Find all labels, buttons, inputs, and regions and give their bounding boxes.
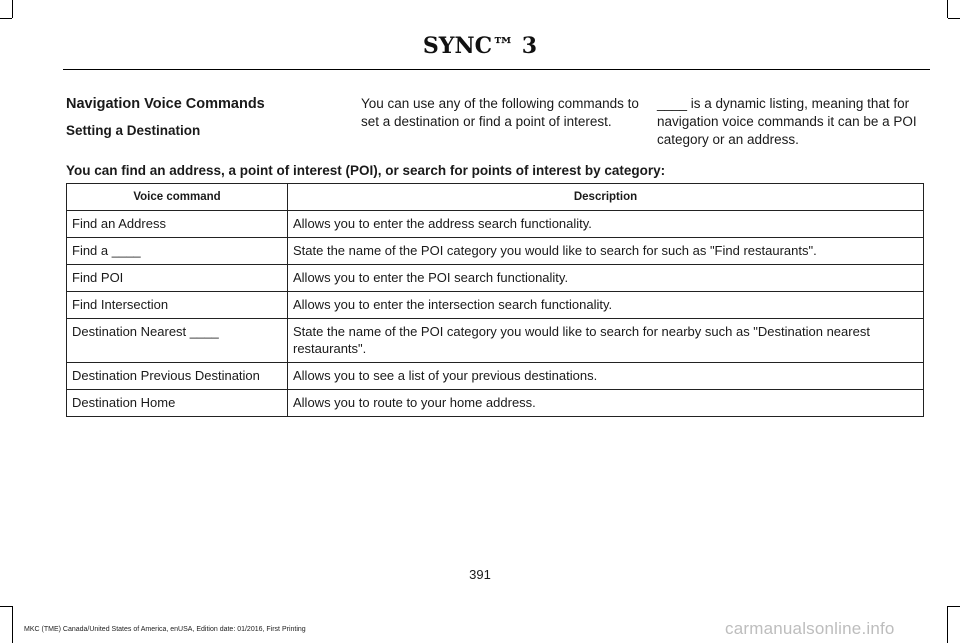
table-header-row [67,184,924,211]
header-voice-command: Voice command [67,184,288,211]
command-cell: Find POI [67,265,288,292]
crop-mark [12,0,13,18]
description-cell: Allows you to enter the address search functionality. [288,211,924,238]
table-row [67,265,924,292]
middle-column [361,95,639,131]
left-column [66,95,326,140]
subsection-title: Setting a Destination [66,123,201,138]
right-column-text: ____ is a dynamic listing, meaning that for navigation voice commands it can be a POI category or an address. [657,96,917,147]
table-intro-text: You can find an address, a point of interest (POI), or search for points of interest by category: [66,163,666,178]
command-cell: Find a ____ [67,238,288,265]
table-row [67,319,924,363]
table-row [67,211,924,238]
description-cell: State the name of the POI category you would like to search for such as "Find restaurants". [288,238,924,265]
command-cell: Destination Previous Destination [67,363,288,390]
right-column [657,95,929,149]
description-cell: Allows you to enter the intersection search functionality. [288,292,924,319]
footer-edition-text: MKC (TME) Canada/United States of America, enUSA, Edition date: 01/2016, First Printing [24,626,306,633]
crop-mark [12,606,13,643]
description-cell: Allows you to route to your home address. [288,390,924,417]
crop-mark [947,606,948,643]
table-row [67,292,924,319]
table-row [67,363,924,390]
table-row [67,238,924,265]
crop-mark [948,18,960,19]
middle-column-text: You can use any of the following commands to set a destination or find a point of interest. [361,96,639,129]
crop-mark [0,606,12,607]
header-divider [63,69,930,70]
table-row [67,390,924,417]
watermark: carmanualsonline.info [725,619,895,638]
command-cell: Destination Nearest ____ [67,319,288,363]
description-cell: Allows you to enter the POI search functionality. [288,265,924,292]
command-cell: Destination Home [67,390,288,417]
description-cell: Allows you to see a list of your previous destinations. [288,363,924,390]
command-cell: Find an Address [67,211,288,238]
page-header-title: SYNC™ 3 [422,33,538,59]
section-title: Navigation Voice Commands [66,96,265,112]
crop-mark [0,18,12,19]
page-number: 391 [469,567,491,582]
crop-mark [948,606,960,607]
voice-commands-table [66,183,924,417]
description-cell: State the name of the POI category you would like to search for nearby such as "Destination nearest restaurants". [288,319,924,363]
header-description: Description [288,184,924,211]
crop-mark [947,0,948,18]
command-cell: Find Intersection [67,292,288,319]
